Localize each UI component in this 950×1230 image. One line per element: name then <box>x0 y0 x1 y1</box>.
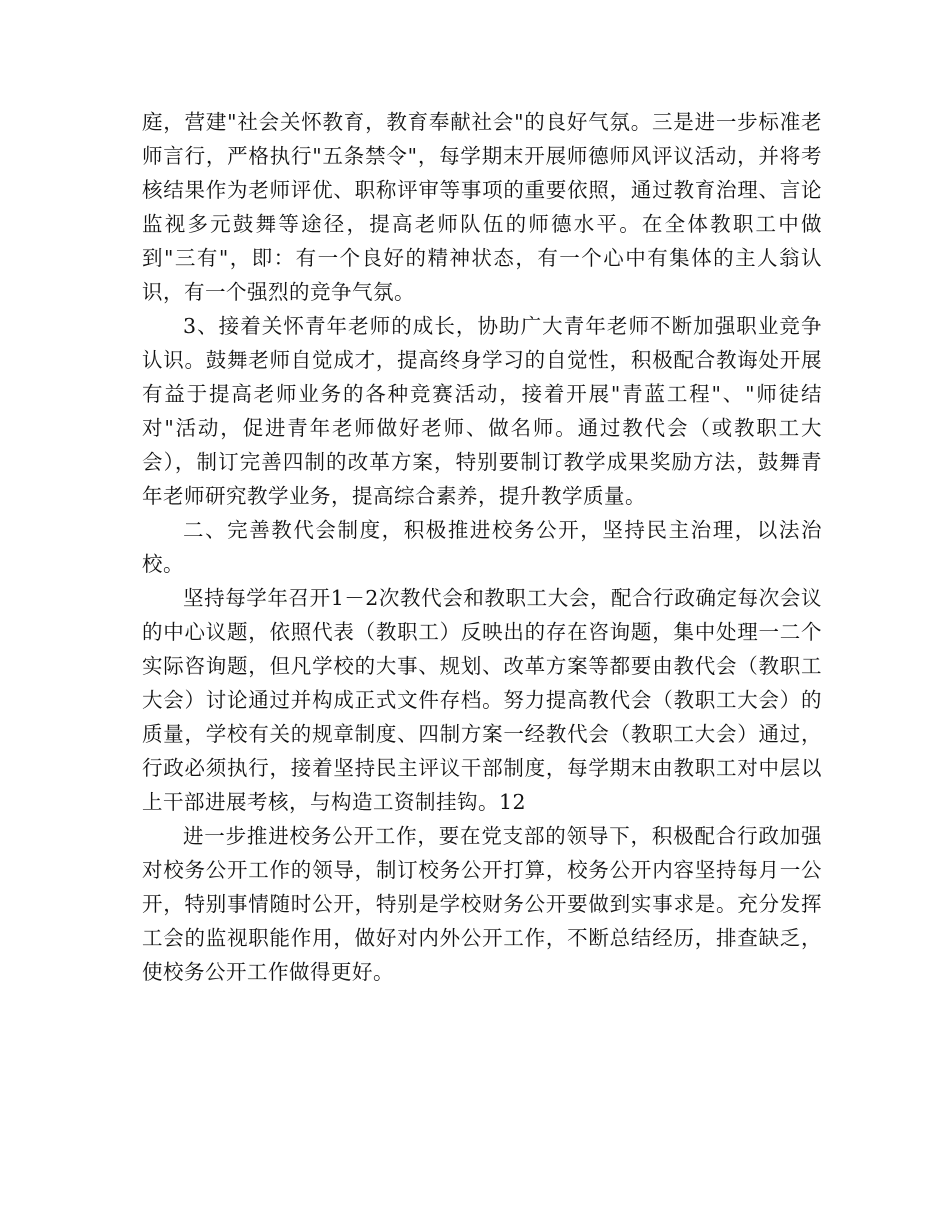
section-heading-two: 二、完善教代会制度，积极推进校务公开，坚持民主治理，以法治校。 <box>142 518 822 576</box>
paragraph-teacher-ethics-continued: 庭，营建"社会关怀教育，教育奉献社会"的良好气氛。三是进一步标准老师言行，严格执行"五条禁令"，每学期末开展师德师风评议活动，并将考核结果作为老师评优、职称评审等事项的重要依照，通过教育治理、言论监视多元鼓舞等途径，提高老师队伍的师德水平。在全体教职工中做到"三有"，即：有一个良好的精神状态，有一个心中有集体的主人翁认识，有一个强烈的竞争气氛。 <box>142 110 822 304</box>
paragraph-staff-congress: 坚持每学年召开1－2次教代会和教职工大会，配合行政确定每次会议的中心议题，依照代表（教职工）反映出的存在咨询题，集中处理一二个实际咨询题，但凡学校的大事、规划、改革方案等都要由教代会（教职工大会）讨论通过并构成正式文件存档。努力提高教代会（教职工大会）的质量，学校有关的规章制度、四制方案一经教代会（教职工大会）通过，行政必须执行，接着坚持民主评议干部制度，每学期末由教职工对中层以上干部进展考核，与构造工资制挂钩。12 <box>142 586 822 814</box>
paragraph-school-affairs-openness: 进一步推进校务公开工作，要在党支部的领导下，积极配合行政加强对校务公开工作的领导，制订校务公开打算，校务公开内容坚持每月一公开，特别事情随时公开，特别是学校财务公开要做到实事求是。充分发挥工会的监视职能作用，做好对内外公开工作，不断总结经历，排查缺乏，使校务公开工作做得更好。 <box>142 824 822 984</box>
paragraph-young-teachers: 3、接着关怀青年老师的成长，协助广大青年老师不断加强职业竞争认识。鼓舞老师自觉成才，提高终身学习的自觉性，积极配合教诲处开展有益于提高老师业务的各种竞赛活动，接着开展"青蓝工程"、"师徒结对"活动，促进青年老师做好老师、做名师。通过教代会（或教职工大会），制订完善四制的改革方案，特别要制订教学成果奖励方法，鼓舞青年老师研究教学业务，提高综合素养，提升教学质量。 <box>142 314 822 508</box>
document-body <box>142 105 822 989</box>
